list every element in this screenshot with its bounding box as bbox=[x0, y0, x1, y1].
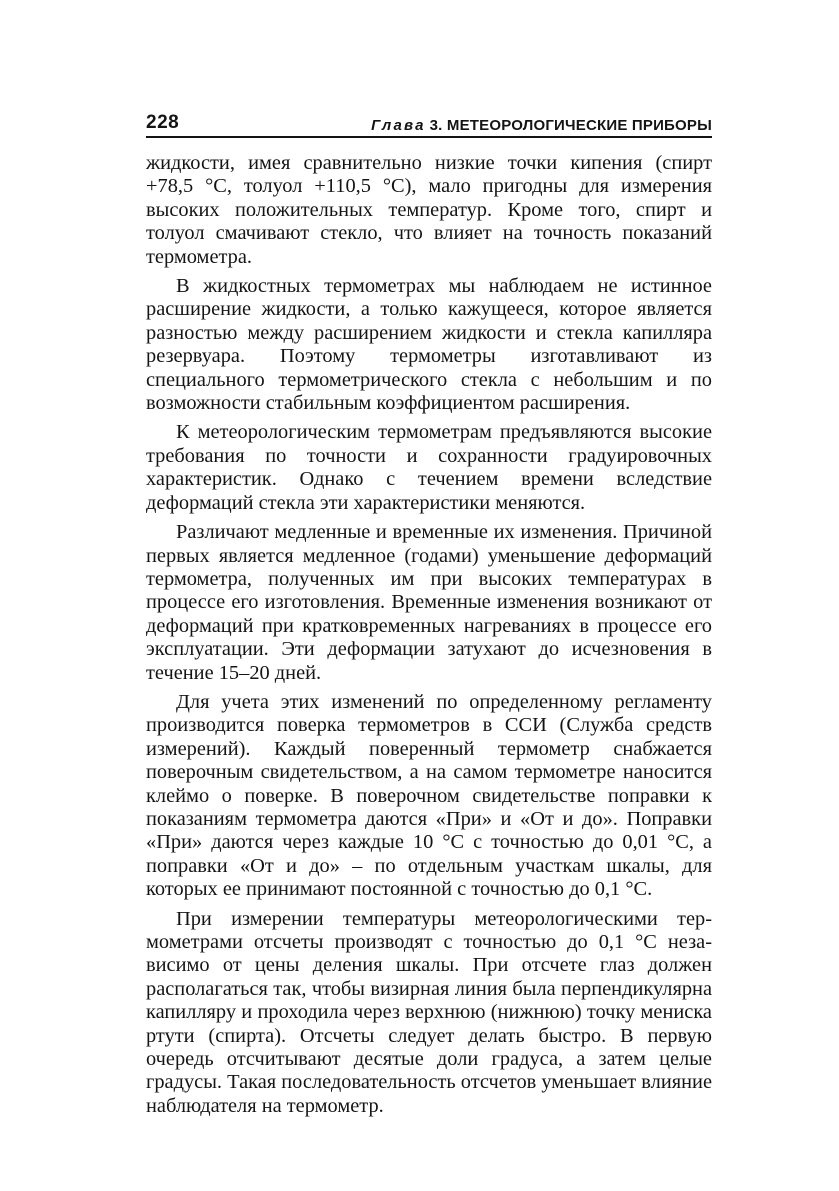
chapter-title: 3. МЕТЕОРОЛОГИЧЕСКИЕ ПРИБОРЫ bbox=[429, 117, 712, 134]
book-page bbox=[146, 108, 712, 1124]
page-number: 228 bbox=[146, 112, 180, 133]
chapter-word: Глава bbox=[371, 117, 426, 134]
paragraph: Для учета этих изменений по определенному регламенту производится поверка термометров в ССИ (Служба средств измерений). Каждый поверенный термометр снабжается поверочным свидетельством, а на самом термометре наносится клеймо о поверке. В поверочном свидетельстве поправки к показаниям термометра даются «При» и «От и до». Поправки «При» даются через каждые 10 °С с точностью до 0,01 °С, а поправки «От и до» – по отдельным участкам шкалы, для которых ее принимают постоянной с точностью до 0,1 °С. bbox=[146, 690, 712, 901]
paragraph-continued: жидкости, имея сравнительно низкие точки кипения (спирт +78,5 °С, толуол +110,5 °С), мало пригодны для измерения высоких положительных температур. Кроме того, спирт и толуол смачивают стекло, что влияет на точность показаний термометра. bbox=[146, 152, 712, 268]
paragraph: При измерении температуры метеорологическими термометрами отсчеты производят с точностью до 0,1 °С независимо от цены деления шкалы. При отсчете глаз должен располагаться так, чтобы визирная линия была перпендикулярна капилляру и проходила через верхнюю (нижнюю) точку мениска ртути (спирта). Отсчеты следует делать быстро. В первую очередь отсчитывают десятые доли градуса, а затем целые градусы. Такая последовательность отсчетов уменьшает влияние наблюдателя на термометр. bbox=[146, 907, 712, 1117]
body-text bbox=[146, 152, 712, 1118]
paragraph: В жидкостных термометрах мы наблюдаем не истинное расширение жидкости, а только кажущееся, которое является разностью между расширением жидкости и стекла капилляра резервуара. Поэтому термометры изготавливают из специального термометрического стекла с небольшим и по возможности стабильным коэффициентом расширения. bbox=[146, 275, 712, 415]
paragraph: К метеорологическим термометрам предъявляются высокие требования по точности и сохранности градуировочных характеристик. Однако с течением времени вследствие деформаций стекла эти характеристики меняются. bbox=[146, 421, 712, 514]
running-title bbox=[371, 117, 712, 134]
running-header bbox=[146, 108, 712, 138]
paragraph: Различают медленные и временные их изменения. Причиной первых является медленное (годами) уменьшение деформаций термометра, полученных им при высоких температурах в процессе его изготовления. Временные изменения возникают от деформаций при кратковременных нагреваниях в процессе его эксплуатации. Эти деформации затухают до исчезновения в течение 15–20 дней. bbox=[146, 521, 712, 684]
